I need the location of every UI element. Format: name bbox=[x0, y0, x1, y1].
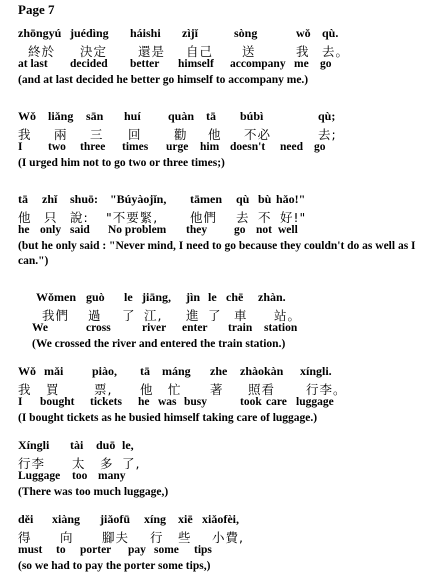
gloss-word: cross bbox=[86, 322, 111, 334]
translation-line: (I urged him not to go two or three times;) bbox=[18, 157, 225, 169]
pinyin-word: zhe bbox=[210, 364, 228, 378]
pinyin-line bbox=[18, 290, 423, 306]
pinyin-word: tài bbox=[70, 438, 84, 452]
gloss-word: go bbox=[234, 224, 246, 236]
pinyin-word: zhàokàn bbox=[240, 364, 284, 378]
gloss-word: We bbox=[32, 322, 48, 334]
hanzi-word: 三 bbox=[90, 127, 104, 142]
hanzi-word: 勸 bbox=[174, 127, 188, 142]
pinyin-word: jìn bbox=[186, 290, 201, 304]
pinyin-word: sòng bbox=[234, 26, 258, 40]
sentence-block-1 bbox=[18, 26, 423, 88]
hanzi-word: 些 bbox=[178, 530, 192, 545]
pinyin-word: máng bbox=[162, 364, 191, 378]
gloss-word: pay bbox=[128, 544, 146, 556]
gloss-word: enter bbox=[182, 322, 208, 334]
pinyin-word: búbì bbox=[240, 109, 264, 123]
gloss-word: to bbox=[56, 544, 66, 556]
pinyin-line bbox=[18, 109, 423, 125]
gloss-line bbox=[18, 396, 423, 411]
hanzi-word: 決定 bbox=[80, 44, 108, 59]
gloss-line bbox=[18, 470, 423, 485]
pinyin-word: guò bbox=[86, 290, 105, 304]
pinyin-word: tāmen bbox=[190, 192, 222, 206]
page-label: Page 7 bbox=[18, 2, 55, 17]
hanzi-word: 江, bbox=[144, 308, 163, 323]
pinyin-word: jiǎofū bbox=[100, 512, 130, 526]
gloss-word: three bbox=[80, 141, 106, 153]
pinyin-word: zhǐ bbox=[42, 192, 58, 206]
pinyin-word: xiǎofèi, bbox=[202, 512, 239, 526]
hanzi-word: 了 bbox=[208, 308, 222, 323]
hanzi-word: 行 bbox=[150, 530, 164, 545]
gloss-word: he bbox=[138, 396, 150, 408]
pinyin-word: qù bbox=[236, 192, 250, 206]
gloss-word: station bbox=[264, 322, 298, 334]
hanzi-word: 照看 bbox=[248, 382, 276, 397]
hanzi-word: 車 bbox=[234, 308, 248, 323]
gloss-line bbox=[18, 58, 423, 73]
gloss-word: took bbox=[240, 396, 262, 408]
pinyin-line bbox=[18, 26, 423, 42]
gloss-word: bought bbox=[40, 396, 75, 408]
gloss-word: said bbox=[70, 224, 90, 236]
hanzi-word: 了, bbox=[122, 456, 141, 471]
pinyin-word: zhàn. bbox=[258, 290, 286, 304]
translation-line: (I bought tickets as he busied himself taking care of luggage.) bbox=[18, 412, 318, 424]
gloss-word: luggage bbox=[296, 396, 334, 408]
hanzi-line bbox=[18, 380, 423, 396]
hanzi-word: 我 bbox=[18, 127, 32, 142]
hanzi-word: 他 bbox=[140, 382, 154, 397]
gloss-word: I bbox=[18, 141, 23, 153]
pinyin-line bbox=[18, 192, 423, 208]
pinyin-word: děi bbox=[18, 512, 34, 526]
pinyin-word: piào, bbox=[92, 364, 118, 378]
pinyin-word: quàn bbox=[168, 109, 195, 123]
gloss-word: only bbox=[40, 224, 62, 236]
hanzi-word: 他 bbox=[18, 210, 32, 225]
hanzi-word: 兩 bbox=[54, 127, 68, 142]
hanzi-word: 忙 bbox=[168, 382, 182, 397]
gloss-line bbox=[18, 224, 423, 239]
hanzi-line bbox=[18, 454, 423, 470]
pinyin-word: liǎng bbox=[48, 109, 74, 123]
pinyin-word: sān bbox=[86, 109, 104, 123]
translation-line: (We crossed the river and entered the train station.) bbox=[32, 338, 286, 350]
pinyin-word: jiāng, bbox=[142, 290, 172, 304]
gloss-word: me bbox=[294, 58, 309, 70]
gloss-word: many bbox=[98, 470, 126, 482]
gloss-word: himself bbox=[178, 58, 214, 70]
pinyin-word: mǎi bbox=[44, 364, 64, 378]
translation-line: (There was too much luggage,) bbox=[18, 486, 169, 498]
hanzi-word: 得 bbox=[18, 530, 32, 545]
pinyin-word: juédìng bbox=[70, 26, 109, 40]
hanzi-word: 我 bbox=[18, 382, 32, 397]
hanzi-word: 好!" bbox=[280, 210, 307, 225]
gloss-word: not bbox=[256, 224, 272, 236]
pinyin-word: xíng bbox=[144, 512, 167, 526]
gloss-word: go bbox=[320, 58, 332, 70]
hanzi-word: 去; bbox=[318, 127, 337, 142]
gloss-word: tickets bbox=[90, 396, 122, 408]
gloss-word: decided bbox=[70, 58, 108, 70]
gloss-word: river bbox=[142, 322, 167, 334]
gloss-word: well bbox=[278, 224, 298, 236]
hanzi-line bbox=[18, 528, 423, 544]
hanzi-word: "不要緊, bbox=[106, 210, 159, 225]
hanzi-word: 我 bbox=[296, 44, 310, 59]
hanzi-word: 票, bbox=[94, 382, 113, 397]
hanzi-word: 他們 bbox=[190, 210, 218, 225]
sentence-block-4 bbox=[18, 290, 423, 352]
gloss-word: two bbox=[48, 141, 66, 153]
hanzi-word: 進 bbox=[186, 308, 200, 323]
hanzi-line bbox=[18, 42, 423, 58]
hanzi-word: 我們 bbox=[42, 308, 70, 323]
pinyin-word: Wǒmen bbox=[36, 290, 76, 304]
sentence-block-7 bbox=[18, 512, 423, 574]
pinyin-line bbox=[18, 438, 423, 454]
pinyin-word: chē bbox=[226, 290, 244, 304]
gloss-word: Luggage bbox=[18, 470, 61, 482]
hanzi-word: 站。 bbox=[274, 308, 302, 323]
hanzi-word: 去 bbox=[236, 210, 250, 225]
pinyin-word: le, bbox=[122, 438, 134, 452]
pinyin-word: Wǒ bbox=[18, 109, 36, 123]
gloss-word: times bbox=[122, 141, 149, 153]
hanzi-line bbox=[18, 208, 423, 224]
hanzi-word: 只 bbox=[44, 210, 58, 225]
pinyin-word: le bbox=[124, 290, 133, 304]
gloss-word: I bbox=[18, 396, 23, 408]
pinyin-word: duō bbox=[96, 438, 116, 452]
hanzi-word: 說: bbox=[70, 210, 89, 225]
pinyin-word: xiàng bbox=[52, 512, 81, 526]
pinyin-line bbox=[18, 364, 423, 380]
gloss-word: they bbox=[186, 224, 208, 236]
gloss-word: must bbox=[18, 544, 43, 556]
hanzi-word: 腳夫 bbox=[102, 530, 130, 545]
pinyin-word: háishi bbox=[130, 26, 161, 40]
hanzi-word: 自己 bbox=[186, 44, 214, 59]
hanzi-word: 回 bbox=[128, 127, 142, 142]
gloss-word: need bbox=[280, 141, 303, 153]
gloss-word: him bbox=[200, 141, 220, 153]
pinyin-word: "Búyàojǐn, bbox=[110, 192, 167, 206]
pinyin-word: qù. bbox=[322, 26, 339, 40]
pinyin-line bbox=[18, 512, 423, 528]
sentence-block-5 bbox=[18, 364, 423, 426]
pinyin-word: shuō: bbox=[70, 192, 99, 206]
translation-line: (and at last decided he better go himself to accompany me.) bbox=[18, 74, 309, 86]
hanzi-word: 不 bbox=[258, 210, 272, 225]
pinyin-word: le bbox=[208, 290, 217, 304]
hanzi-word: 還是 bbox=[138, 44, 166, 59]
translation-line: (but he only said : "Never mind, I need to go because they couldn't do as well as I can.") bbox=[18, 240, 416, 267]
translation-line: (so we had to pay the porter some tips,) bbox=[18, 560, 211, 572]
hanzi-word: 太 bbox=[72, 456, 86, 471]
gloss-word: tips bbox=[194, 544, 212, 556]
gloss-word: at last bbox=[18, 58, 48, 70]
gloss-word: train bbox=[228, 322, 253, 334]
pinyin-word: tā bbox=[18, 192, 28, 206]
hanzi-word: 多 bbox=[100, 456, 114, 471]
gloss-word: accompany bbox=[230, 58, 286, 70]
hanzi-word: 終於 bbox=[28, 44, 56, 59]
gloss-word: doesn't bbox=[230, 141, 266, 153]
hanzi-word: 行李。 bbox=[306, 382, 347, 397]
hanzi-line bbox=[18, 125, 423, 141]
pinyin-word: qù; bbox=[318, 109, 336, 123]
hanzi-line bbox=[18, 306, 423, 322]
hanzi-word: 送 bbox=[242, 44, 256, 59]
hanzi-word: 過 bbox=[88, 308, 102, 323]
hanzi-word: 著 bbox=[210, 382, 224, 397]
hanzi-word: 了 bbox=[122, 308, 136, 323]
gloss-word: he bbox=[18, 224, 30, 236]
hanzi-word: 買 bbox=[46, 382, 60, 397]
gloss-word: busy bbox=[184, 396, 208, 408]
hanzi-word: 不必 bbox=[244, 127, 272, 142]
pinyin-word: tā bbox=[206, 109, 216, 123]
sentence-block-3 bbox=[18, 192, 423, 269]
sentence-block-2 bbox=[18, 109, 423, 171]
gloss-word: some bbox=[154, 544, 179, 556]
gloss-line bbox=[18, 322, 423, 337]
pinyin-word: zhōngyú bbox=[18, 26, 62, 40]
pinyin-word: wǒ bbox=[296, 26, 311, 40]
gloss-word: porter bbox=[80, 544, 112, 556]
gloss-word: care bbox=[266, 396, 287, 408]
sentence-block-6 bbox=[18, 438, 423, 500]
pinyin-word: Wǒ bbox=[18, 364, 36, 378]
pinyin-word: xíngli. bbox=[300, 364, 332, 378]
pinyin-word: tā bbox=[140, 364, 150, 378]
hanzi-word: 向 bbox=[60, 530, 74, 545]
gloss-word: No problem bbox=[108, 224, 167, 236]
gloss-word: urge bbox=[166, 141, 189, 153]
hanzi-word: 去。 bbox=[322, 44, 350, 59]
pinyin-word: hǎo!" bbox=[276, 192, 306, 206]
pinyin-word: bù bbox=[258, 192, 272, 206]
gloss-word: better bbox=[130, 58, 160, 70]
hanzi-word: 小費, bbox=[212, 530, 244, 545]
pinyin-word: huí bbox=[124, 109, 141, 123]
gloss-word: too bbox=[72, 470, 88, 482]
gloss-line bbox=[18, 141, 423, 156]
hanzi-word: 他 bbox=[208, 127, 222, 142]
gloss-word: was bbox=[158, 396, 177, 408]
pinyin-word: Xíngli bbox=[18, 438, 50, 452]
pinyin-word: xiē bbox=[178, 512, 193, 526]
gloss-word: go bbox=[314, 141, 326, 153]
gloss-line bbox=[18, 544, 423, 559]
pinyin-word: zìjǐ bbox=[182, 26, 198, 40]
hanzi-word: 行李 bbox=[18, 456, 46, 471]
